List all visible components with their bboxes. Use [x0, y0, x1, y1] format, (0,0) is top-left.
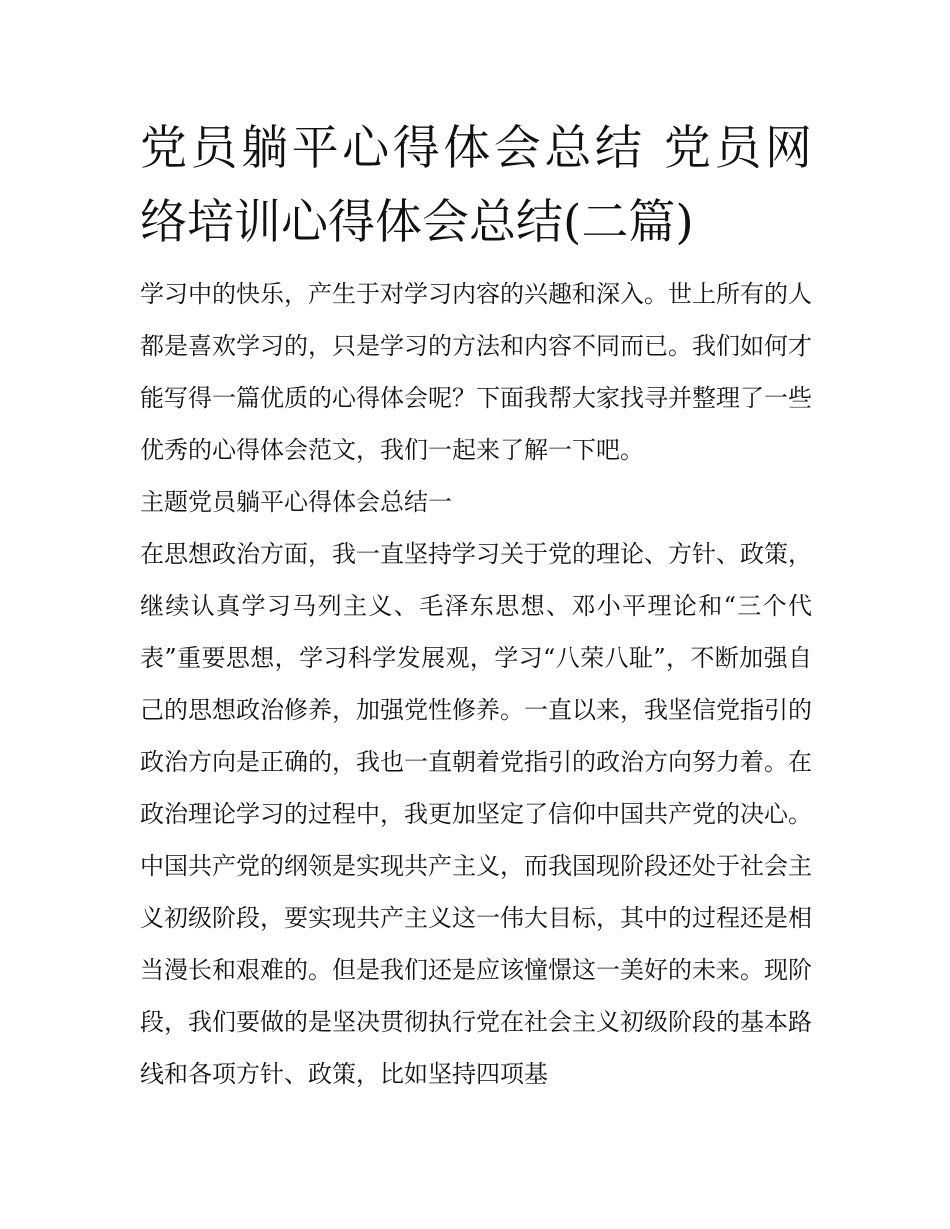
document-page — [140, 112, 812, 1100]
section-heading: 主题党员躺平心得体会总结一 — [140, 488, 452, 516]
body-paragraph: 在思想政治方面，我一直坚持学习关于党的理论、方针、政策，继续认真学习马列主义、毛泽东思想、邓小平理论和“三个代表”重要思想，学习科学发展观，学习“八荣八耻”，不断加强自己的思想政治修养，加强党性修养。一直以来，我坚信党指引的政治方向是正确的，我也一直朝着党指引的政治方向努力着。在政治理论学习的过程中，我更加坚定了信仰中国共产党的决心。中国共产党的纲领是实现共产主义，而我国现阶段还处于社会主义初级阶段，要实现共产主义这一伟大目标，其中的过程还是相当漫长和艰难的。但是我们还是应该憧憬这一美好的未来。现阶段，我们要做的是坚决贯彻执行党在社会主义初级阶段的基本路线和各项方针、政策，比如坚持四项基 — [140, 540, 812, 1088]
intro-paragraph: 学习中的快乐，产生于对学习内容的兴趣和深入。世上所有的人都是喜欢学习的，只是学习的方法和内容不同而已。我们如何才能写得一篇优质的心得体会呢？下面我帮大家找寻并整理了一些优秀的心得体会范文，我们一起来了解一下吧。 — [140, 280, 812, 464]
document-title: 党员躺平心得体会总结 党员网络培训心得体会总结(二篇) — [140, 121, 812, 250]
